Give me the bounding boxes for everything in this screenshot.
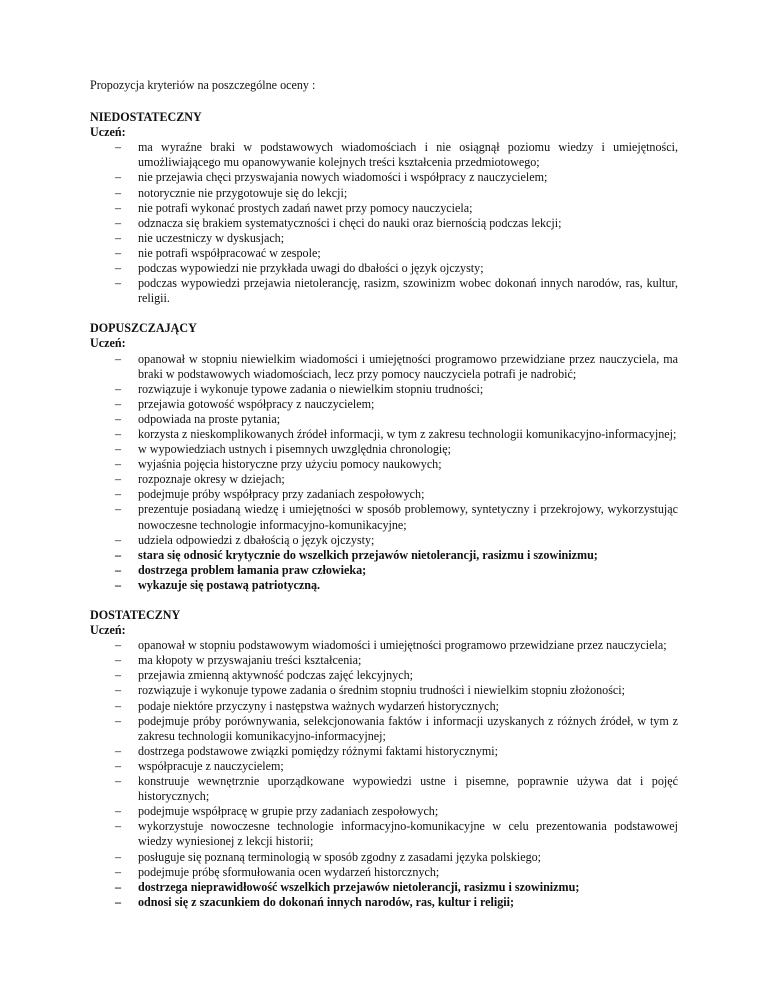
dash-bullet: – — [115, 774, 122, 789]
dash-bullet: – — [115, 487, 122, 502]
criteria-item — [90, 819, 678, 849]
criteria-text: rozwiązuje i wykonuje typowe zadania o średnim stopniu trudności i niewielkim stopniu złożoności; — [138, 683, 626, 698]
dash-bullet: – — [115, 743, 122, 758]
dash-bullet: – — [115, 683, 122, 698]
criteria-item — [90, 895, 678, 910]
criteria-item — [90, 865, 678, 880]
criteria-item — [90, 412, 678, 427]
section-subheading: Uczeń: — [90, 336, 126, 351]
dash-bullet: – — [115, 245, 122, 260]
criteria-text: odnosi się z szacunkiem do dokonań innych narodów, ras, kultur i religii; — [138, 894, 514, 909]
dash-bullet: – — [115, 653, 122, 668]
criteria-text: podaje niektóre przyczyny i następstwa ważnych wydarzeń historycznych; — [138, 698, 499, 713]
criteria-text: posługuje się poznaną terminologią w sposób zgodny z zasadami języka polskiego; — [138, 849, 542, 864]
criteria-item — [90, 186, 678, 201]
document-page — [90, 78, 678, 925]
criteria-item — [90, 668, 678, 683]
criteria-item — [90, 231, 678, 246]
dash-bullet: – — [115, 502, 122, 517]
criteria-item — [90, 487, 678, 502]
criteria-text: opanował w stopniu niewielkim wiadomości i umiejętności programowo przewidziane przez nauczyciela, ma braki w podstawowych wiadomościach, lecz przy pomocy nauczyciela potrafi je nadrobić; — [138, 351, 678, 381]
criteria-list — [90, 352, 678, 594]
criteria-item — [90, 427, 678, 442]
dash-bullet: – — [115, 140, 122, 155]
criteria-item — [90, 457, 678, 472]
criteria-text: odpowiada na proste pytania; — [138, 411, 281, 426]
criteria-item — [90, 744, 678, 759]
dash-bullet: – — [115, 261, 122, 276]
criteria-text: podejmuje próbę sformułowania ocen wydarzeń historcznych; — [138, 864, 440, 879]
criteria-text: prezentuje posiadaną wiedzę i umiejętności w sposób problemowy, syntetyczny i przekrojowy, wykorzystując nowoczesne technologie informacyjno-komunikacyjne; — [138, 502, 678, 532]
dash-bullet: – — [115, 215, 122, 230]
criteria-item — [90, 502, 678, 532]
criteria-text: wyjaśnia pojęcia historyczne przy użyciu pomocy naukowych; — [138, 457, 442, 472]
dash-bullet: – — [115, 381, 122, 396]
criteria-text: wykazuje się postawą patriotyczną. — [138, 577, 321, 592]
criteria-item — [90, 804, 678, 819]
criteria-item — [90, 653, 678, 668]
criteria-text: przejawia zmienną aktywność podczas zajęć lekcyjnych; — [138, 668, 414, 683]
criteria-text: konstruuje wewnętrznie uporządkowane wypowiedzi ustne i pisemne, poprawnie używa dat i pojęć historycznych; — [138, 774, 678, 804]
criteria-text: wykorzystuje nowoczesne technologie informacyjno-komunikacyjne w celu prezentowania podstawowej wiedzy wyniesionej z lekcji historii; — [138, 819, 678, 849]
criteria-item — [90, 774, 678, 804]
dash-bullet: – — [115, 819, 122, 834]
criteria-text: podejmuje współpracę w grupie przy zadaniach zespołowych; — [138, 804, 439, 819]
criteria-text: stara się odnosić krytycznie do wszelkich przejawów nietolerancji, rasizmu i szowinizmu; — [138, 547, 598, 562]
criteria-text: przejawia gotowość współpracy z nauczycielem; — [138, 396, 375, 411]
dash-bullet: – — [115, 547, 122, 562]
dash-bullet: – — [115, 230, 122, 245]
criteria-item — [90, 246, 678, 261]
grade-section — [90, 608, 678, 910]
dash-bullet: – — [115, 170, 122, 185]
criteria-item — [90, 201, 678, 216]
dash-bullet: – — [115, 577, 122, 592]
criteria-item — [90, 548, 678, 563]
criteria-text: współpracuje z nauczycielem; — [138, 758, 284, 773]
criteria-item — [90, 759, 678, 774]
grade-section — [90, 110, 678, 306]
dash-bullet: – — [115, 457, 122, 472]
criteria-item — [90, 140, 678, 170]
dash-bullet: – — [115, 185, 122, 200]
sections-container — [90, 110, 678, 910]
criteria-text: dostrzega nieprawidłowość wszelkich przejawów nietolerancji, rasizmu i szowinizmu; — [138, 879, 580, 894]
section-heading: NIEDOSTATECZNY — [90, 110, 202, 125]
criteria-item — [90, 442, 678, 457]
dash-bullet: – — [115, 864, 122, 879]
criteria-item — [90, 714, 678, 744]
criteria-text: w wypowiedziach ustnych i pisemnych uwzględnia chronologię; — [138, 442, 452, 457]
dash-bullet: – — [115, 532, 122, 547]
criteria-text: podejmuje próby współpracy przy zadaniach zespołowych; — [138, 487, 425, 502]
dash-bullet: – — [115, 411, 122, 426]
dash-bullet: – — [115, 849, 122, 864]
criteria-item — [90, 880, 678, 895]
dash-bullet: – — [115, 200, 122, 215]
dash-bullet: – — [115, 894, 122, 909]
dash-bullet: – — [115, 426, 122, 441]
criteria-item — [90, 382, 678, 397]
criteria-text: rozpoznaje okresy w dziejach; — [138, 472, 285, 487]
dash-bullet: – — [115, 276, 122, 291]
criteria-text: dostrzega podstawowe związki pomiędzy różnymi faktami historycznymi; — [138, 743, 499, 758]
criteria-item — [90, 216, 678, 231]
criteria-item — [90, 683, 678, 698]
dash-bullet: – — [115, 758, 122, 773]
criteria-text: nie potrafi wykonać prostych zadań nawet przy pomocy nauczyciela; — [138, 200, 473, 215]
criteria-list — [90, 638, 678, 910]
criteria-text: opanował w stopniu podstawowym wiadomości i umiejętności programowo przewidziane przez nauczyciela; — [138, 638, 667, 653]
criteria-list — [90, 140, 678, 306]
criteria-item — [90, 638, 678, 653]
criteria-text: podejmuje próby porównywania, selekcjonowania faktów i informacji uzyskanych z różnych źródeł, w tym z zakresu technologii komunikacyjno-informacyjnej; — [138, 713, 678, 743]
section-subheading: Uczeń: — [90, 125, 126, 140]
criteria-item — [90, 563, 678, 578]
criteria-item — [90, 352, 678, 382]
section-subheading: Uczeń: — [90, 623, 126, 638]
dash-bullet: – — [115, 804, 122, 819]
criteria-item — [90, 533, 678, 548]
criteria-text: nie uczestniczy w dyskusjach; — [138, 230, 285, 245]
dash-bullet: – — [115, 396, 122, 411]
dash-bullet: – — [115, 668, 122, 683]
criteria-item — [90, 397, 678, 412]
dash-bullet: – — [115, 472, 122, 487]
dash-bullet: – — [115, 713, 122, 728]
criteria-text: odznacza się brakiem systematyczności i chęci do nauki oraz biernością podczas lekcji; — [138, 215, 562, 230]
section-heading: DOSTATECZNY — [90, 608, 181, 622]
criteria-text: notorycznie nie przygotowuje się do lekcji; — [138, 185, 348, 200]
dash-bullet: – — [115, 351, 122, 366]
criteria-text: podczas wypowiedzi przejawia nietolerancję, rasizm, szowinizm wobec dokonań innych narodów, ras, kultur, religii. — [138, 276, 678, 306]
criteria-item — [90, 850, 678, 865]
dash-bullet: – — [115, 442, 122, 457]
criteria-item — [90, 170, 678, 185]
criteria-text: podczas wypowiedzi nie przykłada uwagi do dbałości o język ojczysty; — [138, 261, 484, 276]
criteria-item — [90, 472, 678, 487]
criteria-item — [90, 261, 678, 276]
criteria-item — [90, 699, 678, 714]
dash-bullet: – — [115, 698, 122, 713]
criteria-item — [90, 276, 678, 306]
dash-bullet: – — [115, 879, 122, 894]
criteria-text: dostrzega problem łamania praw człowieka; — [138, 562, 367, 577]
criteria-text: ma wyraźne braki w podstawowych wiadomościach i nie osiągnął poziomu wiedzy i umiejętności, umożliwiającego mu opanowywanie kolejnych treści kształcenia przedmiotowego; — [138, 140, 678, 170]
criteria-text: ma kłopoty w przyswajaniu treści kształcenia; — [138, 653, 362, 668]
intro-text: Propozycja kryteriów na poszczególne oceny : — [90, 78, 316, 92]
section-heading: DOPUSZCZAJĄCY — [90, 321, 197, 336]
dash-bullet: – — [115, 638, 122, 653]
criteria-item — [90, 578, 678, 593]
criteria-text: nie potrafi współpracować w zespole; — [138, 245, 321, 260]
criteria-text: rozwiązuje i wykonuje typowe zadania o niewielkim stopniu trudności; — [138, 381, 484, 396]
criteria-text: korzysta z nieskomplikowanych źródeł informacji, w tym z zakresu technologii komunikacyjno-informacyjnej; — [138, 426, 677, 441]
criteria-text: udziela odpowiedzi z dbałością o język ojczysty; — [138, 532, 375, 547]
dash-bullet: – — [115, 562, 122, 577]
criteria-text: nie przejawia chęci przyswajania nowych wiadomości i współpracy z nauczycielem; — [138, 170, 548, 185]
grade-section — [90, 321, 678, 593]
